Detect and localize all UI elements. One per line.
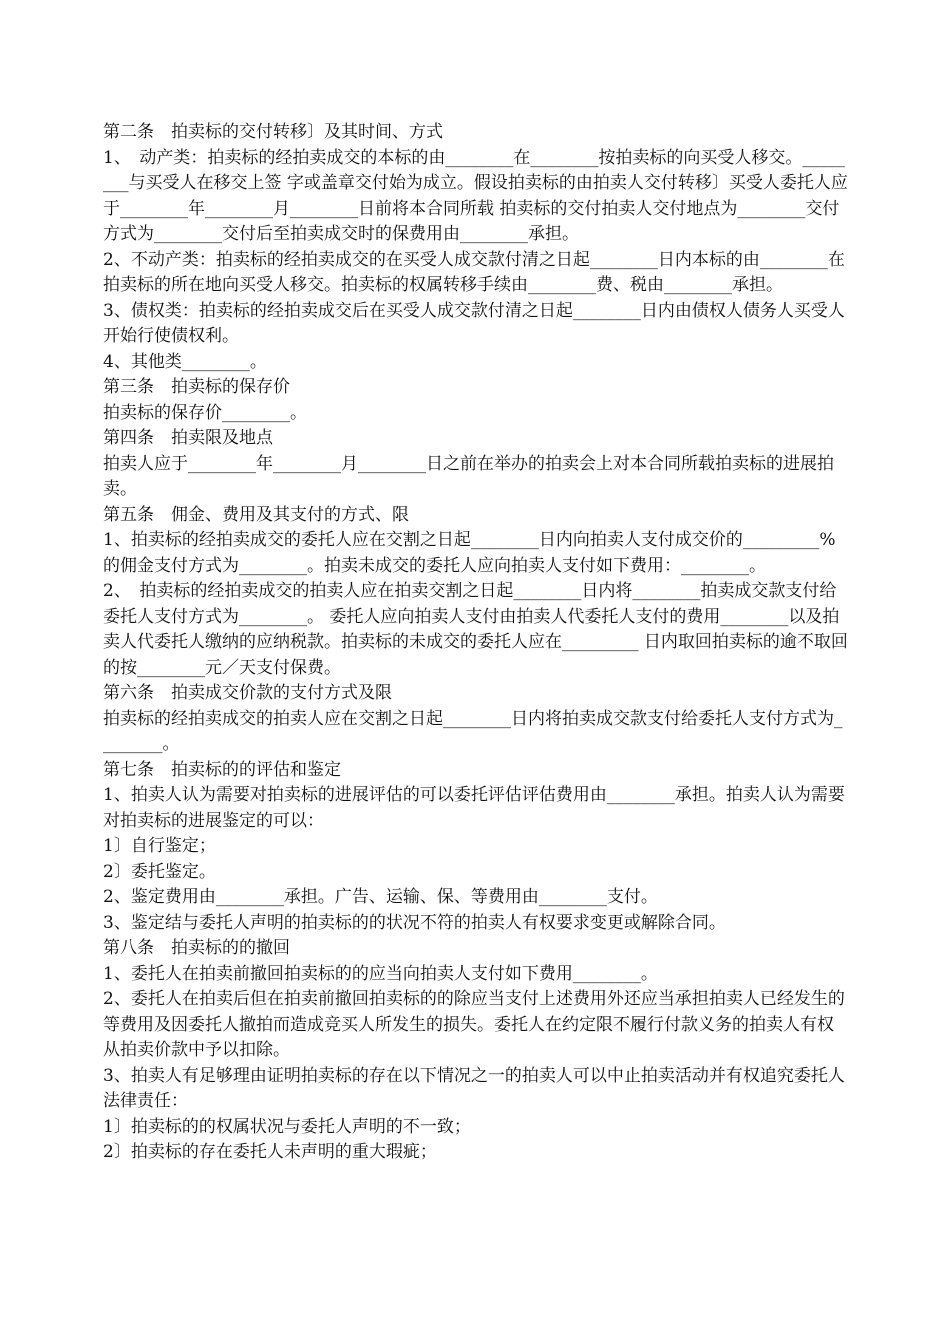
settlement-clause: 拍卖标的经拍卖成交的拍卖人应在交割之日起________日内将拍卖成交款支付给委托人支付方式为________。 (103, 708, 843, 754)
reserve-price-clause: 拍卖标的保存价________。 (103, 402, 307, 423)
payment-clause: 2、 拍卖标的经拍卖成交的拍卖人应在拍卖交割之日起________日内将________拍卖成交款支付给委托人支付方式为________。 委托人应向拍卖人支付由拍卖人代委托人支付的费用________以及拍卖人代委托人缴纳的应纳税款。拍卖标的未成交的委托人应在_________ 日内取回拍卖标的逾不取回的按________元／天支付保费。 (103, 581, 848, 678)
ownership-mismatch-item: 1〕拍卖标的的权属状况与委托人声明的不一致； (103, 1116, 471, 1137)
article-7-heading: 第七条 拍卖标的的评估和鉴定 (103, 759, 341, 780)
withdrawal-fee-clause: 1、委托人在拍卖前撤回拍卖标的的应当向拍卖人支付如下费用________。 (103, 963, 658, 984)
appraisal-fee-clause: 2、鉴定费用由________承担。广告、运输、保、等费用由________支付。 (103, 887, 658, 907)
appraisal-result-clause: 3、鉴定结与委托人声明的拍卖标的的状况不符的拍卖人有权要求变更或解除合同。 (103, 912, 726, 933)
article-4-heading: 第四条 拍卖限及地点 (103, 428, 273, 448)
article-6-heading: 第六条 拍卖成交价款的支付方式及限 (103, 683, 392, 703)
self-appraisal-item: 1〕自行鉴定； (103, 836, 216, 856)
suspension-clause: 3、拍卖人有足够理由证明拍卖标的存在以下情况之一的拍卖人可以中止拍卖活动并有权追究委托人法律责任： (103, 1065, 845, 1111)
clause-real-estate: 2、不动产类：拍卖标的经拍卖成交的在买受人成交款付清之日起________日内本标的由________在拍卖标的所在地向买受人移交。拍卖标的权属转移手续由________费、税由________承担。 (103, 249, 845, 295)
clause-other: 4、其他类________。 (103, 351, 267, 372)
article-3-heading: 第三条 拍卖标的保存价 (103, 377, 290, 397)
late-withdrawal-clause: 2、委托人在拍卖后但在拍卖前撤回拍卖标的的除应当支付上述费用外还应当承担拍卖人已经发生的等费用及因委托人撤拍而造成竞买人所发生的损失。委托人在约定限不履行付款义务的拍卖人有权从拍卖价款中予以扣除。 (103, 989, 845, 1060)
undisclosed-defect-item: 2〕拍卖标的存在委托人未声明的重大瑕疵； (103, 1142, 437, 1162)
entrusted-appraisal-item: 2〕委托鉴定。 (103, 861, 216, 882)
article-8-heading: 第八条 拍卖标的的撤回 (103, 938, 290, 958)
auction-date-clause: 拍卖人应于________年________月________日之前在举办的拍卖会上对本合同所载拍卖标的进展拍卖。 (103, 453, 834, 499)
document-body (103, 120, 848, 1166)
article-2-heading: 第二条 拍卖标的交付转移〕及其时间、方式 (103, 122, 443, 142)
clause-creditor-rights: 3、债权类：拍卖标的经拍卖成交后在买受人成交款付清之日起________日内由债权人债务人买受人开始行使债权利。 (103, 300, 845, 346)
clause-movable-property: 1、 动产类：拍卖标的经拍卖成交的本标的由________在________按拍卖标的向买受人移交。________与买受人在移交上签 字或盖章交付始为成立。假设拍卖标的由拍卖人交付转移〕买受人委托人应于________年________月________日前将本合同所载 拍卖标的交付拍卖人交付地点为________交付方式为________交付后至拍卖成交时的保费用由________承担。 (103, 147, 848, 244)
article-5-heading: 第五条 佣金、费用及其支付的方式、限 (103, 504, 409, 525)
commission-clause: 1、拍卖标的经拍卖成交的委托人应在交割之日起________日内向拍卖人支付成交价的_________%的佣金支付方式为________。拍卖未成交的委托人应向拍卖人支付如下费用：________。 (103, 530, 836, 576)
appraisal-clause: 1、拍卖人认为需要对拍卖标的进展评估的可以委托评估评估费用由________承担。拍卖人认为需要对拍卖标的进展鉴定的可以： (103, 785, 845, 831)
